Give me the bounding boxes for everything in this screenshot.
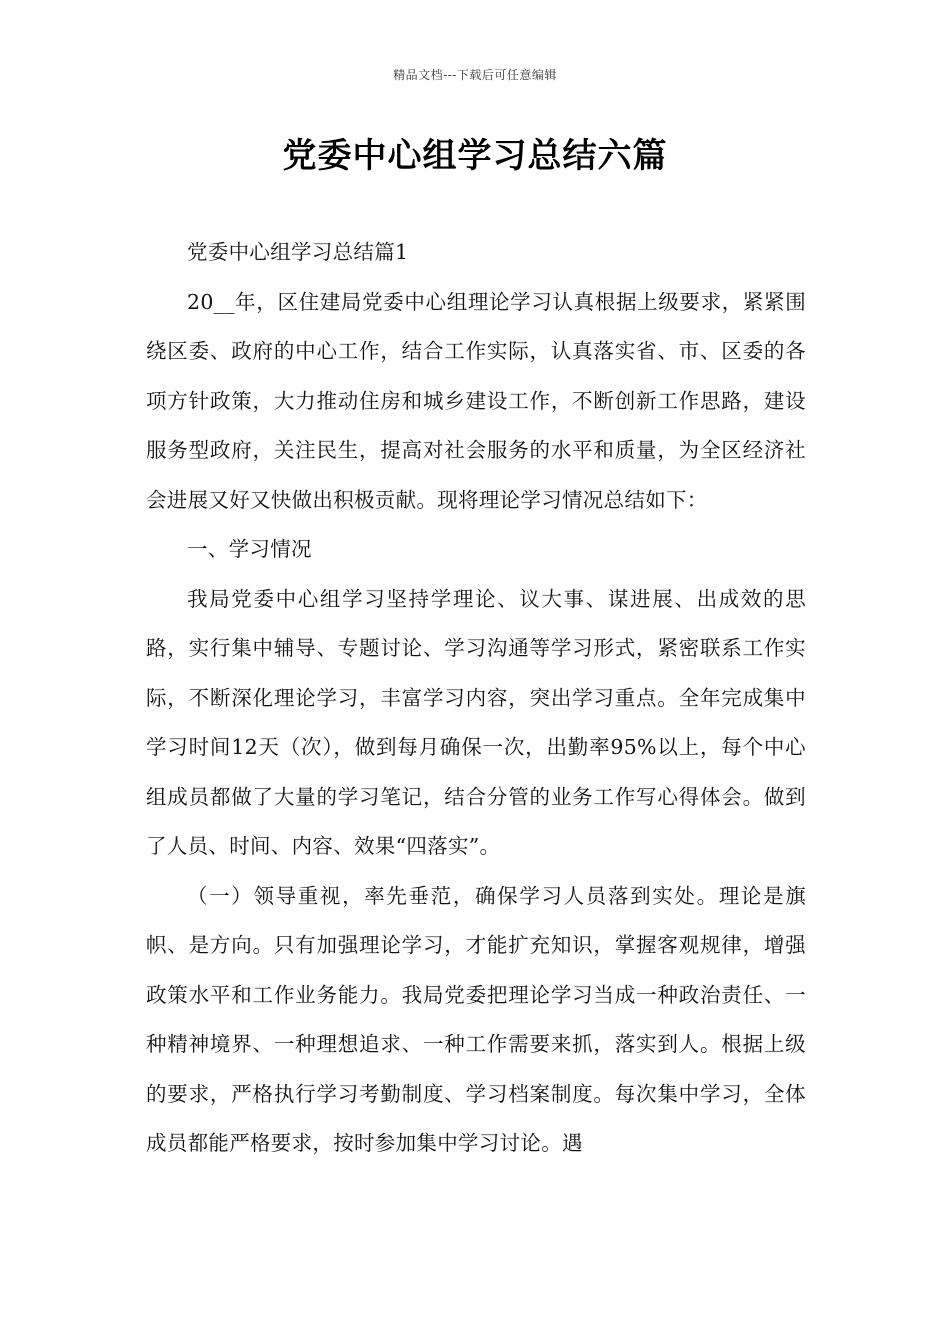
header-note: 精品文档---下载后可任意编辑 <box>393 68 557 82</box>
section-heading: 党委中心组学习总结篇1 <box>187 240 409 264</box>
body-paragraph: 20__年，区住建局党委中心组理论学习认真根据上级要求，紧紧围绕区委、政府的中心工作，结合工作实际，认真落实省、市、区委的各项方针政策，大力推动住房和城乡建设工作，不断创新工作思路，建设服务型政府，关注民生，提高对社会服务的水平和质量，为全区经济社会进展又好又快做出积极贡献。现将理论学习情况总结如下： <box>146 289 806 512</box>
document-title: 党委中心组学习总结六篇 <box>282 136 668 176</box>
document-body <box>146 228 806 1169</box>
body-paragraph: 我局党委中心组学习坚持学理论、议大事、谋进展、出成效的思路，实行集中辅导、专题讨论、学习沟通等学习形式，紧密联系工作实际，不断深化理论学习，丰富学习内容，突出学习重点。全年完成集中学习时间12天（次），做到每月确保一次，出勤率95%以上，每个中心组成员都做了大量的学习笔记，结合分管的业务工作写心得体会。做到了人员、时间、内容、效果“四落实”。 <box>146 586 806 858</box>
body-paragraph: （一）领导重视，率先垂范，确保学习人员落到实处。理论是旗帜、是方向。只有加强理论学习，才能扩充知识，掌握客观规律，增强政策水平和工作业务能力。我局党委把理论学习当成一种政治责任、一种精神境界、一种理想追求、一种工作需要来抓，落实到人。根据上级的要求，严格执行学习考勤制度、学习档案制度。每次集中学习，全体成员都能严格要求，按时参加集中学习讨论。遇 <box>146 883 806 1155</box>
section-heading: 一、学习情况 <box>187 537 312 561</box>
